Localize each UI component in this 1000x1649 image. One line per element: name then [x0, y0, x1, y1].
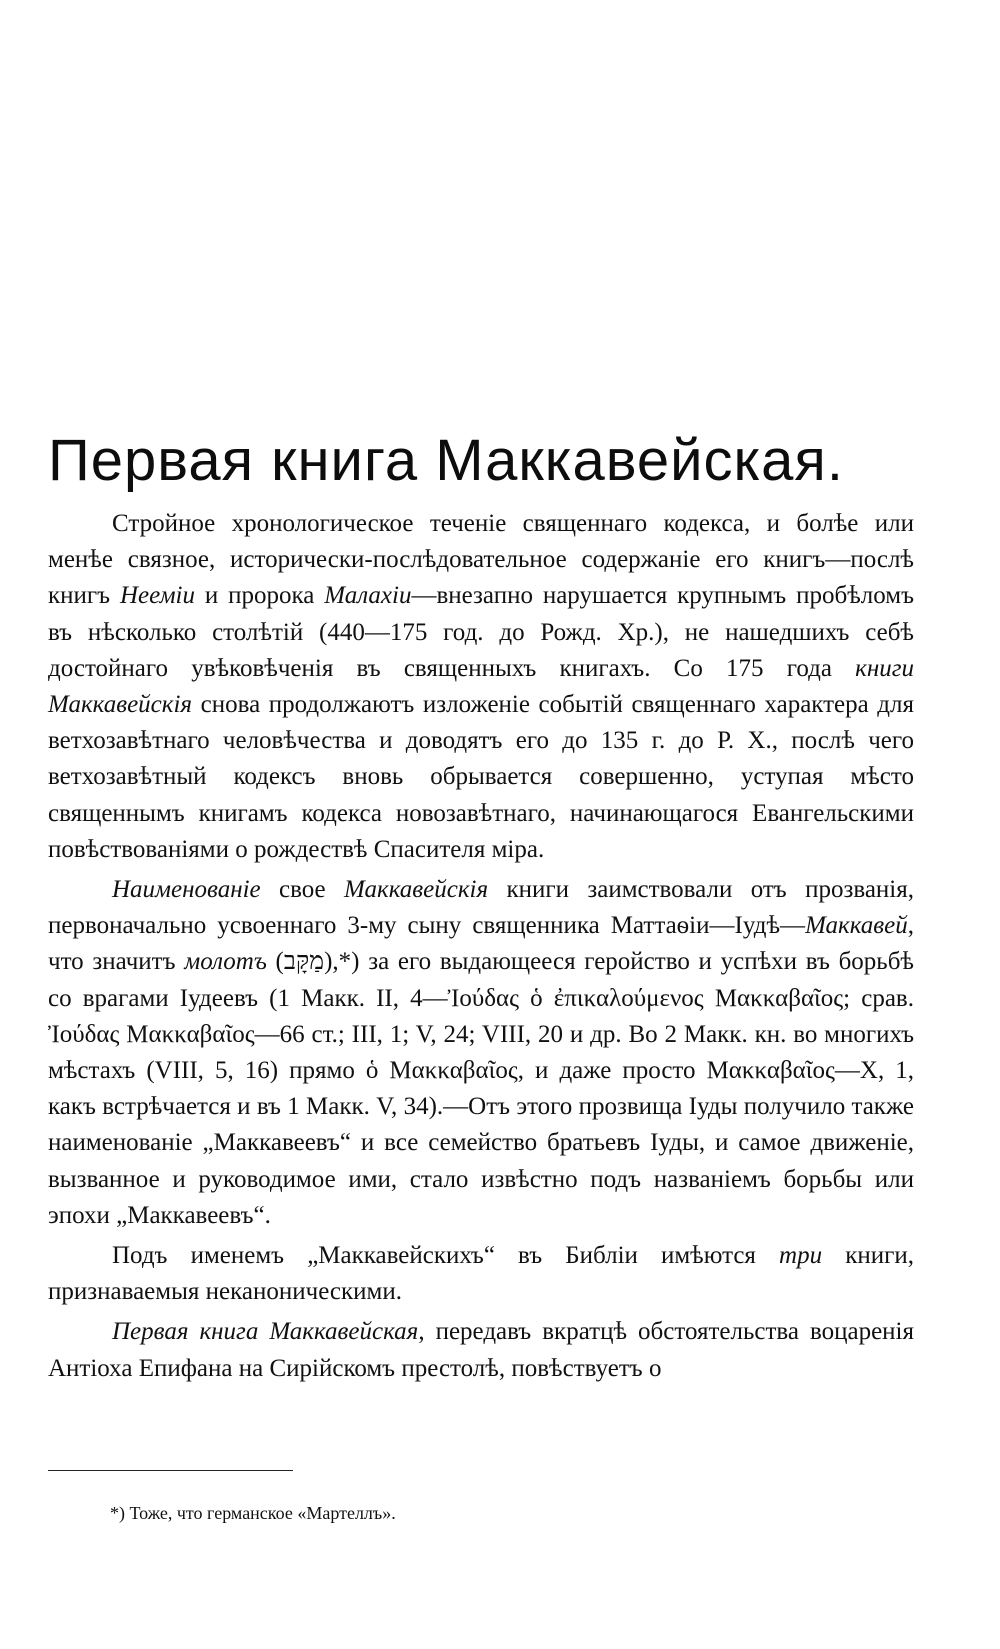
italic-text: Наименованіе	[112, 876, 261, 904]
text-run: (מַקָּב),*) за его выдающееся геройство и успѣхи въ борьбѣ со врагами Іудеевъ (1 Макк. II, 4—Ἰούδας ὁ ἐπικαλούμενος Μακκαβαῖος; срав. Ἰούδας Μακκαβαῖος—66 ст.; III, 1; V, 24; VIII, 20 и др. Во 2 Макк. кн. во многихъ мѣстахъ (VIII, 5, 16) прямо ὁ Μακκαβαῖος, и даже просто Μακκαβαῖος—X, 1, какъ встрѣчается и въ 1 Макк. V, 34).—Отъ этого прозвища Іуды получило также наименованіе „Маккавеевъ“ и все семейство братьевъ Іуды, и самое движеніе, вызванное и руководимое ими, стало извѣстно подъ названіемъ борьбы или эпохи „Маккавеевъ“.	[48, 948, 914, 1229]
italic-text: книги Маккавейскія	[48, 654, 914, 719]
text-run: свое	[260, 876, 345, 904]
text-run: , передавъ вкратцѣ обстоятельства воцаренія Антіоха Епифана на Сирійскомъ престолѣ, повѣствуетъ о	[48, 1318, 915, 1382]
text-run: —внезапно нарушается крупнымъ пробѣломъ въ нѣсколько столѣтій (440—175 год. до Рожд. Хр.), не нашедшихъ себѣ достойнаго увѣковѣченія въ священныхъ книгахъ. Со 175 года	[48, 582, 915, 682]
text-run: книги, признаваемыя неканоническими.	[48, 1242, 914, 1306]
italic-text: молотъ	[184, 948, 267, 976]
italic-text: Маккавей	[805, 912, 908, 940]
footnote: *) Тоже, что германское «Мартеллъ».	[110, 1503, 396, 1523]
italic-text: Маккавейскія	[344, 876, 489, 904]
paragraph	[48, 506, 914, 868]
footnote-divider	[48, 1470, 293, 1471]
text-run: книги заимствовали отъ прозванія, первоначально усвоеннаго 3-му сыну священника Маттаѳіи—Іудѣ—	[48, 876, 914, 940]
text-run: Стройное хронологическое теченіе священнаго кодекса, и болѣе или менѣе связное, исторически-послѣдовательное содержаніе его книгъ—послѣ книгъ	[48, 510, 914, 610]
italic-text: три	[779, 1242, 823, 1270]
text-run: снова продолжаютъ изложеніе событій священнаго характера для ветхозавѣтнаго человѣчества и доводятъ его до 135 г. до Р. Х., послѣ чего ветхозавѣтный кодексъ вновь обрывается совершенно, уступая мѣсто священнымъ книгамъ кодекса новозавѣтнаго, начинающагося Евангельскими повѣствованіями о рождествѣ Спасителя міра.	[48, 691, 914, 863]
text-run: , что значитъ	[48, 912, 914, 976]
body-text	[48, 506, 914, 1391]
italic-text: Первая книга Маккавейская	[112, 1318, 419, 1346]
text-run: Подъ именемъ „Маккавейскихъ“ въ Библіи имѣются	[112, 1242, 780, 1270]
page-title: Первая книга Маккавейская.	[48, 427, 844, 493]
text-run: и пророка	[195, 582, 325, 610]
paragraph	[48, 1238, 914, 1310]
paragraph	[48, 1314, 914, 1386]
italic-text: Малахiи	[324, 582, 412, 610]
paragraph	[48, 872, 914, 1234]
italic-text: Неемiи	[119, 582, 195, 610]
